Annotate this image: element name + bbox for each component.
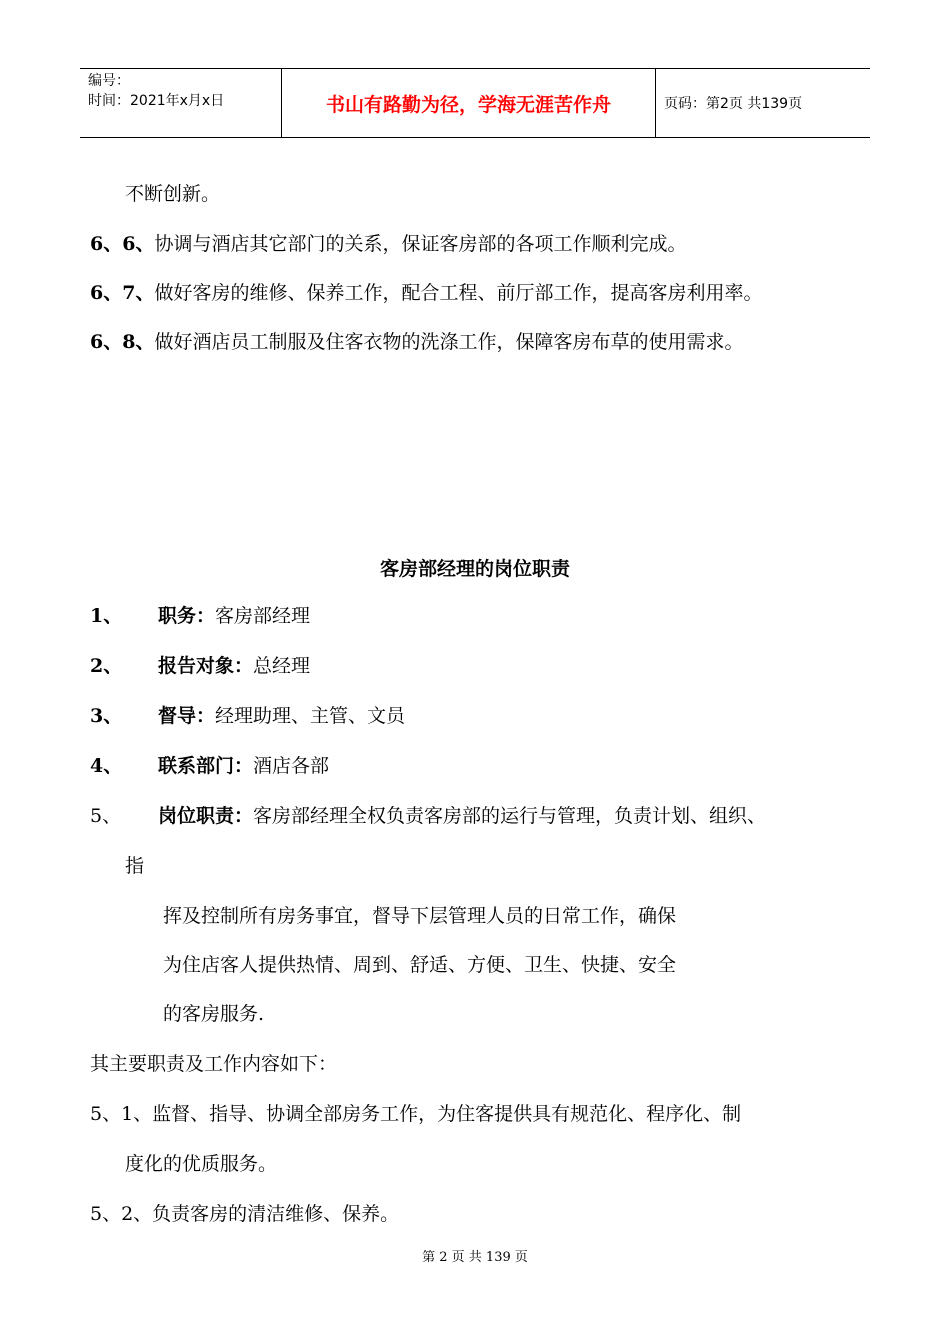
- duty-line: 为住店客人提供热情、周到、舒适、方便、卫生、快捷、安全: [163, 954, 677, 976]
- field-label: 岗位职责：: [158, 805, 254, 827]
- header-motto-cell: [282, 69, 656, 137]
- field-value: 客房部经理全权负责客房部的运行与管理，负责计划、组织、: [253, 805, 767, 827]
- field-number: 2、: [90, 655, 123, 677]
- page-footer: 第 2 页 共 139 页: [422, 1250, 528, 1265]
- item-text: 做好客房的维修、保养工作，配合工程、前厅部工作，提高客房利用率。: [154, 282, 763, 304]
- item-number: 6、8、: [90, 331, 155, 353]
- list-item: [90, 280, 762, 306]
- field-row: [90, 653, 310, 679]
- document-number-label: 编号：: [88, 73, 130, 89]
- field-row: [90, 603, 310, 629]
- sub-item-line: 5、1、监督、指导、协调全部房务工作，为住客提供具有规范化、程序化、制: [90, 1103, 742, 1125]
- duty-line: 的客房服务.: [163, 1003, 265, 1025]
- field-number: 5、: [90, 805, 122, 827]
- document-time-label: 时间：2021年x月x日: [88, 93, 225, 109]
- item-text: 协调与酒店其它部门的关系，保证客房部的各项工作顺利完成。: [154, 233, 687, 255]
- header-page-cell: [656, 69, 870, 137]
- continuation-text: 不断创新。: [125, 183, 221, 205]
- field-value: 总经理: [253, 655, 311, 677]
- field-number: 4、: [90, 755, 123, 777]
- header-page-label: 页码：第2页 共139页: [664, 96, 803, 112]
- duties-intro: 其主要职责及工作内容如下：: [90, 1053, 338, 1075]
- duty-line: 挥及控制所有房务事宜，督导下层管理人员的日常工作，确保: [163, 905, 677, 927]
- field-label: 报告对象：: [158, 655, 254, 677]
- field-label: 职务：: [158, 605, 216, 627]
- item-text: 做好酒店员工制服及住客衣物的洗涤工作，保障客房布草的使用需求。: [154, 331, 744, 353]
- field-value: 经理助理、主管、文员: [215, 705, 406, 727]
- item-number: 6、6、: [90, 233, 155, 255]
- field-label: 联系部门：: [158, 755, 254, 777]
- sub-item-line: 度化的优质服务。: [125, 1153, 278, 1175]
- sub-item-line: 5、2、负责客房的清洁维修、保养。: [90, 1203, 400, 1225]
- field-value: 酒店各部: [253, 755, 330, 777]
- field-value: 客房部经理: [215, 605, 311, 627]
- section-title: 客房部经理的岗位职责: [379, 558, 570, 580]
- field-row: [90, 703, 405, 729]
- list-item: [90, 231, 686, 257]
- field-row: [90, 753, 329, 779]
- field-number: 1、: [90, 605, 123, 627]
- duty-wrap-text: 指: [125, 855, 145, 877]
- header-left-cell: [80, 69, 282, 137]
- item-number: 6、7、: [90, 282, 155, 304]
- field-number: 3、: [90, 705, 123, 727]
- field-label: 督导：: [158, 705, 216, 727]
- field-row: [90, 803, 766, 829]
- header-motto: 书山有路勤为径，学海无涯苦作舟: [325, 93, 611, 116]
- header-table: [80, 68, 870, 138]
- list-item: [90, 329, 743, 355]
